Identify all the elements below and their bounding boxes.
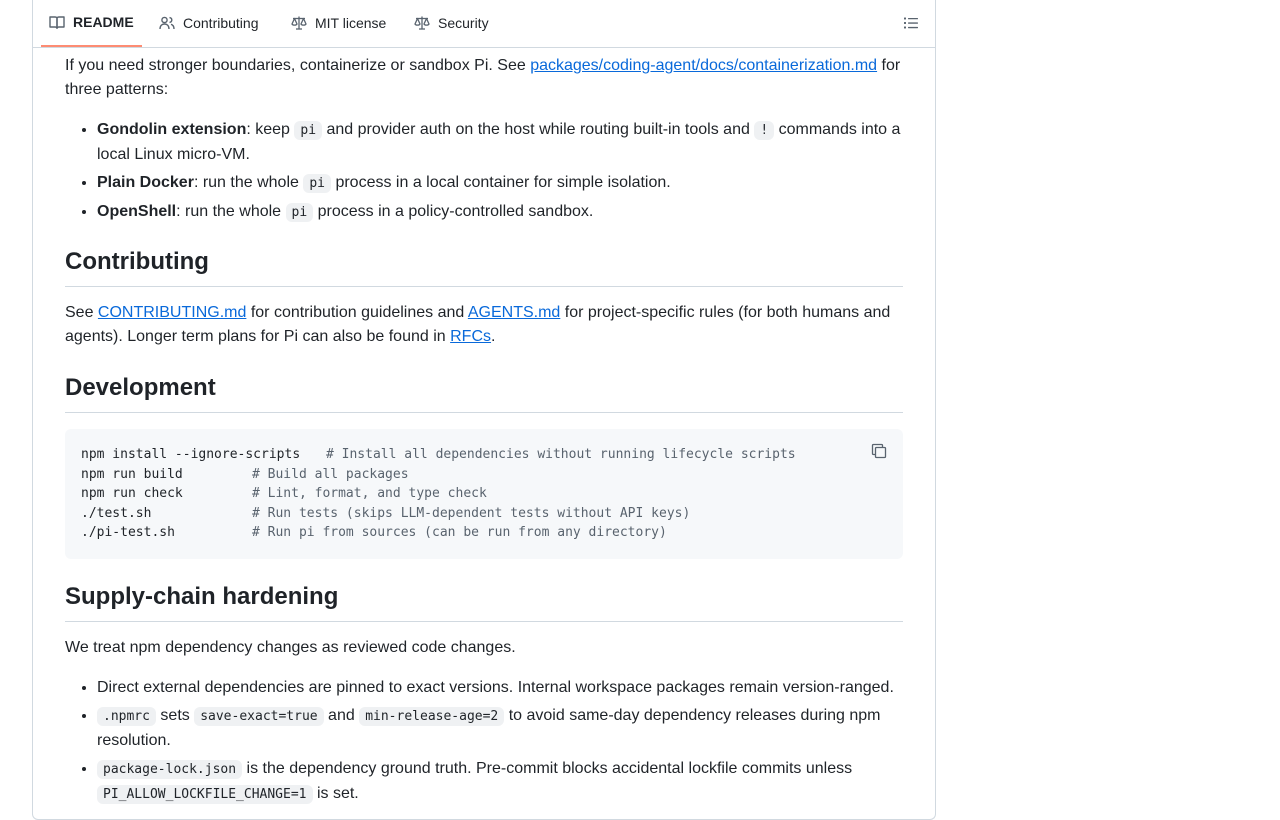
code-command: ./pi-test.sh — [81, 525, 175, 541]
list-item — [97, 676, 903, 700]
pattern-text: and provider auth on the host while routing built-in tools and — [322, 121, 755, 138]
supply-chain-list — [65, 676, 903, 807]
containerization-paragraph — [65, 54, 903, 102]
pattern-text: process in a local container for simple isolation. — [331, 174, 671, 191]
inline-code: package-lock.json — [97, 760, 242, 779]
tab-security-label: Security — [438, 15, 489, 31]
list-item — [97, 704, 903, 753]
code-line — [81, 445, 887, 465]
supply-chain-text: is the dependency ground truth. Pre-commit blocks accidental lockfile commits unless — [242, 760, 853, 777]
code-comment: # Build all packages — [252, 466, 409, 482]
contributing-heading-block — [65, 247, 903, 287]
supply-chain-heading-block — [65, 582, 903, 622]
intro-text: If you need stronger boundaries, containerize or sandbox Pi. See — [65, 57, 531, 74]
pattern-title: Plain Docker — [97, 174, 194, 191]
code-comment: # Run tests (skips LLM-dependent tests without API keys) — [252, 505, 691, 521]
pattern-text: process in a policy-controlled sandbox. — [313, 203, 594, 220]
tab-contributing[interactable] — [159, 0, 259, 47]
code-line — [81, 465, 887, 485]
inline-code: PI_ALLOW_LOCKFILE_CHANGE=1 — [97, 785, 313, 804]
code-comment: # Run pi from sources (can be run from any directory) — [252, 525, 667, 541]
agents-md-link[interactable]: AGENTS.md — [467, 304, 561, 321]
tab-contributing-label: Contributing — [183, 15, 259, 31]
people-icon — [159, 15, 175, 31]
inline-code: pi — [286, 203, 314, 222]
book-icon — [49, 14, 65, 30]
code-command: ./test.sh — [81, 505, 152, 521]
inline-code: pi — [303, 174, 331, 193]
supply-chain-paragraph — [65, 636, 903, 660]
tab-readme[interactable] — [41, 0, 142, 47]
copy-icon — [871, 443, 887, 459]
outline-button[interactable] — [903, 15, 919, 31]
tab-readme-label: README — [73, 14, 134, 30]
contributing-paragraph — [65, 301, 903, 349]
inline-code: .npmrc — [97, 707, 156, 726]
supply-chain-text: sets — [155, 707, 195, 724]
contributing-heading: Contributing — [65, 247, 903, 287]
patterns-list — [65, 118, 903, 225]
contributing-text: for contribution guidelines and — [246, 304, 468, 321]
readme-panel — [32, 0, 936, 820]
pattern-text: : run the whole — [193, 174, 304, 191]
tab-mit-license-label: MIT license — [315, 15, 387, 31]
pattern-title: Gondolin extension — [97, 121, 247, 138]
tab-security[interactable] — [414, 0, 489, 47]
pattern-text: : keep — [246, 121, 295, 138]
supply-chain-text: is set. — [312, 785, 359, 802]
list-item — [97, 118, 903, 167]
inline-code: save-exact=true — [194, 707, 323, 726]
code-block — [65, 429, 903, 559]
pattern-text: : run the whole — [176, 203, 286, 220]
contributing-text: . — [491, 328, 496, 345]
inline-code: ! — [754, 121, 774, 140]
tab-mit-license[interactable] — [291, 0, 386, 47]
readme-tab-bar — [33, 0, 935, 48]
intro-text-end: for three patterns: — [65, 57, 901, 98]
code-comment: # Lint, format, and type check — [252, 486, 487, 502]
pattern-title: OpenShell — [97, 203, 177, 220]
supply-chain-text: Direct external dependencies are pinned to exact versions. Internal workspace packages remain version-ranged. — [97, 679, 894, 696]
pattern-text: commands into a local Linux micro-VM. — [97, 121, 901, 163]
law-icon — [414, 15, 430, 31]
inline-code: pi — [294, 121, 322, 140]
code-command: npm install --ignore-scripts — [81, 447, 301, 462]
development-heading: Development — [65, 373, 903, 413]
list-item — [97, 171, 903, 196]
supply-chain-intro: We treat npm dependency changes as reviewed code changes. — [65, 639, 516, 656]
supply-chain-text: and — [323, 707, 360, 724]
list-item — [97, 200, 903, 225]
inline-code: min-release-age=2 — [359, 707, 504, 726]
development-heading-block — [65, 373, 903, 413]
copy-code-button[interactable] — [871, 443, 887, 459]
supply-chain-heading: Supply-chain hardening — [65, 582, 903, 622]
contributing-md-link[interactable]: CONTRIBUTING.md — [97, 304, 247, 321]
code-line — [81, 504, 887, 524]
contributing-text: See — [65, 304, 98, 321]
code-line — [81, 523, 887, 543]
code-command: npm run build — [81, 466, 183, 482]
code-command: npm run check — [81, 486, 183, 502]
code-line — [81, 484, 887, 504]
contributing-text: for project-specific rules (for both humans and agents). Longer term plans for Pi can also be found in — [65, 304, 891, 345]
rfcs-link[interactable]: RFCs — [450, 328, 492, 345]
list-unordered-icon — [903, 15, 919, 31]
code-comment: # Install all dependencies without running lifecycle scripts — [326, 447, 796, 462]
law-icon — [291, 15, 307, 31]
containerization-link[interactable]: packages/coding-agent/docs/containerization.md — [530, 57, 878, 74]
supply-chain-text: to avoid same-day dependency releases during npm resolution. — [97, 707, 881, 749]
